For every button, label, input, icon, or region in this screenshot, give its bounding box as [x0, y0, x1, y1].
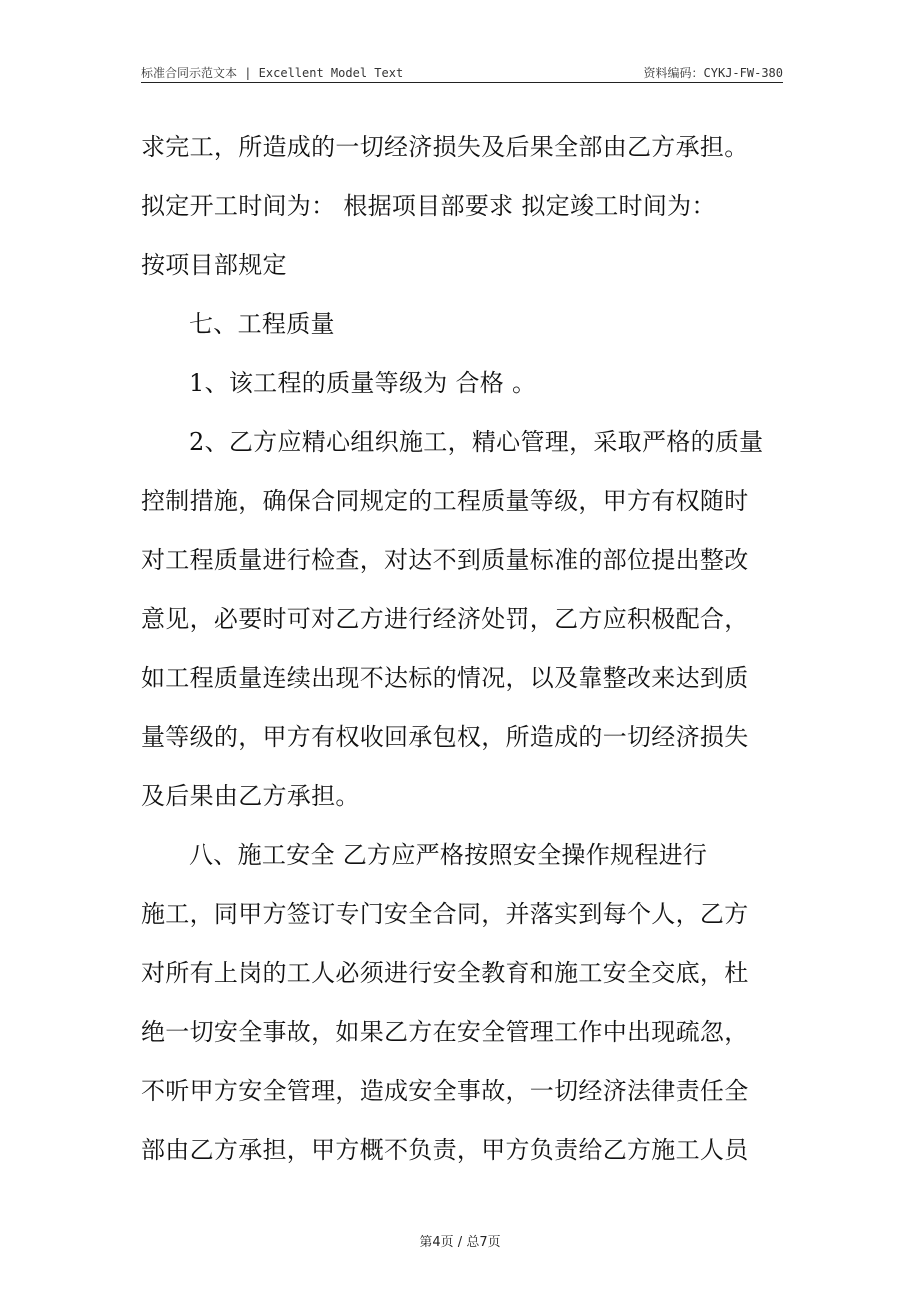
page-header: [141, 60, 783, 83]
quality-clause-1: 1、该工程的质量等级为 合格 。: [189, 369, 537, 397]
body-line: 量等级的，甲方有权收回承包权，所造成的一切经济损失: [141, 723, 749, 751]
body-line: 及后果由乙方承担。: [141, 782, 360, 810]
contract-body: [141, 118, 781, 1180]
body-line: 绝一切安全事故，如果乙方在安全管理工作中出现疏忽，: [141, 1018, 749, 1046]
body-line: 按项目部规定: [141, 251, 287, 279]
document-code: 资料编码：CYKJ-FW-380: [643, 66, 783, 80]
quality-clause-2: 2、乙方应精心组织施工，精心管理，采取严格的质量: [189, 428, 764, 456]
body-line: 如工程质量连续出现不达标的情况，以及靠整改来达到质: [141, 664, 749, 692]
header-title: 标准合同示范文本 | Excellent Model Text: [141, 66, 404, 80]
section-heading-quality: 七、工程质量: [189, 310, 335, 338]
body-line: 控制措施，确保合同规定的工程质量等级，甲方有权随时: [141, 487, 749, 515]
body-line: 不听甲方安全管理，造成安全事故，一切经济法律责任全: [141, 1077, 749, 1105]
page-number: 第4页 / 总7页: [419, 1235, 501, 1250]
body-line: 拟定开工时间为： 根据项目部要求 拟定竣工时间为：: [141, 192, 716, 220]
section-heading-safety: 八、施工安全 乙方应严格按照安全操作规程进行: [189, 841, 708, 869]
body-line: 施工，同甲方签订专门安全合同，并落实到每个人，乙方: [141, 900, 749, 928]
body-line: 求完工，所造成的一切经济损失及后果全部由乙方承担。: [141, 133, 749, 161]
body-line: 对所有上岗的工人必须进行安全教育和施工安全交底，杜: [141, 959, 749, 987]
body-line: 部由乙方承担，甲方概不负责，甲方负责给乙方施工人员: [141, 1136, 749, 1164]
body-line: 对工程质量进行检查，对达不到质量标准的部位提出整改: [141, 546, 749, 574]
body-line: 意见，必要时可对乙方进行经济处罚，乙方应积极配合，: [141, 605, 749, 633]
